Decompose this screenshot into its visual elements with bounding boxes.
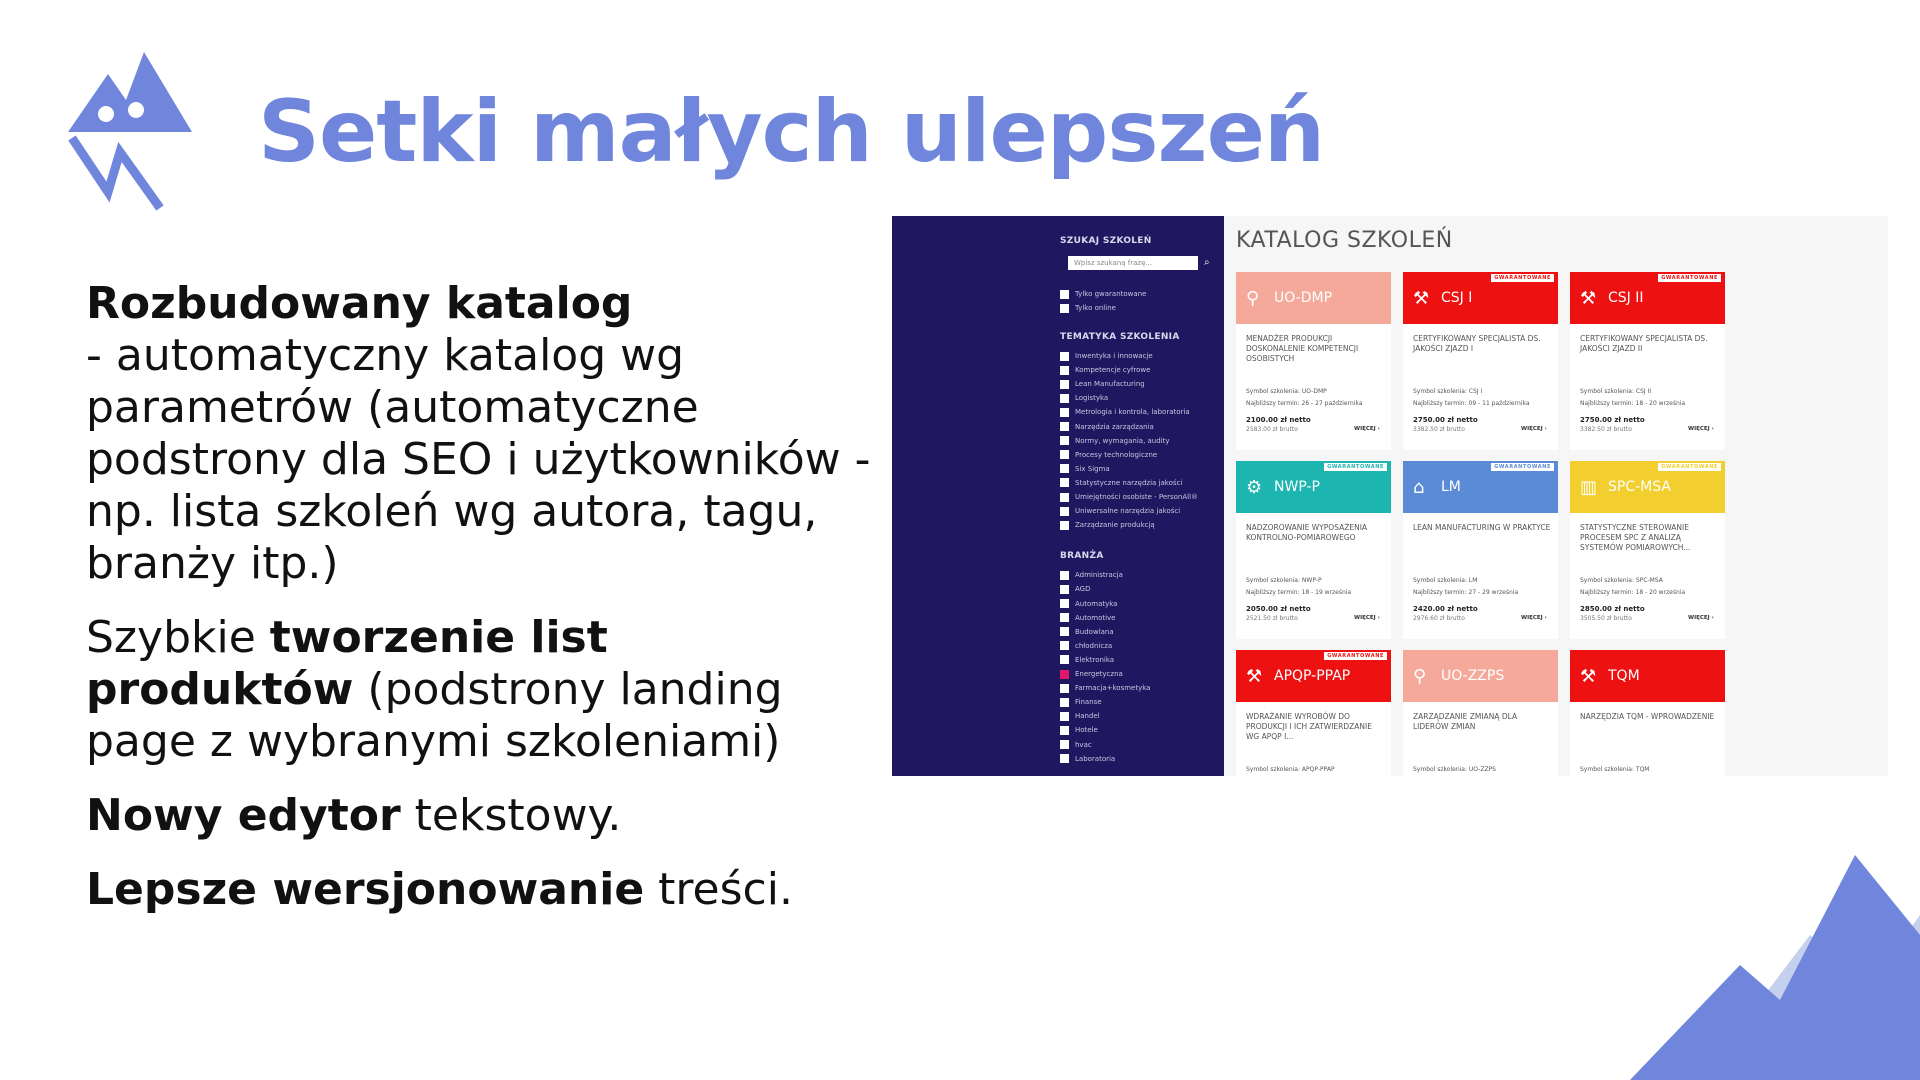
- course-symbol: Symbol szkolenia: NWP-P: [1246, 577, 1322, 584]
- bullet-paragraph: [86, 864, 876, 916]
- filter-checkbox[interactable]: [1060, 463, 1110, 475]
- checkbox-icon[interactable]: [1060, 493, 1069, 502]
- text: (podstrony landing page z wybranymi szkoleniami): [86, 664, 797, 767]
- filter-label: Statystyczne narzędzia jakości: [1075, 478, 1183, 487]
- guaranteed-badge: GWARANTOWANE: [1324, 652, 1387, 660]
- checkbox-icon[interactable]: [1060, 684, 1069, 693]
- course-symbol: Symbol szkolenia: UO-ZZPS: [1413, 766, 1496, 773]
- price-gross: 3505.50 zł brutto: [1580, 615, 1632, 622]
- filter-checkbox[interactable]: [1060, 753, 1115, 765]
- course-title[interactable]: ZARZĄDZANIE ZMIANĄ DLA LIDERÓW ZMIAN: [1413, 712, 1518, 731]
- checkbox-icon[interactable]: [1060, 712, 1069, 721]
- price-net: 2050.00 zł netto: [1246, 605, 1311, 613]
- more-link[interactable]: WIĘCEJ ›: [1354, 615, 1380, 621]
- filter-label: AGD: [1075, 585, 1091, 594]
- course-card[interactable]: [1236, 272, 1391, 450]
- price-gross: 2521.50 zł brutto: [1246, 615, 1298, 622]
- more-link[interactable]: WIĘCEJ ›: [1688, 615, 1714, 621]
- filter-label: Administracja: [1075, 571, 1123, 580]
- course-card[interactable]: [1403, 461, 1558, 639]
- checkbox-icon[interactable]: [1060, 366, 1069, 375]
- course-card[interactable]: [1570, 272, 1725, 450]
- filter-checkbox[interactable]: [1060, 477, 1182, 489]
- bar-chart-icon: ▥: [1580, 476, 1598, 498]
- filter-section-title: TEMATYKA SZKOLENIA: [1060, 332, 1180, 342]
- filter-checkbox[interactable]: [1060, 392, 1108, 404]
- catalog-sidebar: [892, 216, 1224, 776]
- checkbox-icon[interactable]: [1060, 290, 1069, 299]
- filter-checkbox[interactable]: [1060, 640, 1112, 652]
- course-date: Najbliższy termin: 27 - 29 września: [1413, 589, 1519, 596]
- search-label: SZUKAJ SZKOLEŃ: [1060, 236, 1152, 246]
- wrench-icon: ⚒: [1580, 287, 1597, 309]
- filter-checkbox[interactable]: [1060, 569, 1123, 581]
- filter-label: Finanse: [1075, 698, 1102, 707]
- filter-label: Tylko online: [1075, 304, 1116, 312]
- filter-label: Budowlana: [1075, 627, 1114, 636]
- course-symbol: Symbol szkolenia: SPC-MSA: [1580, 577, 1663, 584]
- course-date: Najbliższy termin: 26 - 27 października: [1246, 400, 1363, 407]
- filter-label: Automotive: [1075, 613, 1116, 622]
- card-header[interactable]: [1236, 272, 1391, 324]
- filter-label: Uniwersalne narzędzia jakości: [1075, 507, 1181, 516]
- filter-checkbox[interactable]: [1060, 583, 1090, 595]
- filter-label: Narzędzia zarządzania: [1075, 422, 1154, 431]
- checkbox-icon[interactable]: [1060, 304, 1069, 313]
- filter-label: Metrologia i kontrola, laboratoria: [1075, 408, 1190, 417]
- catalog-heading: KATALOG SZKOLEŃ: [1236, 228, 1453, 253]
- text: tekstowy.: [400, 790, 622, 841]
- wrench-icon: ⚒: [1580, 665, 1597, 687]
- course-title[interactable]: NADZOROWANIE WYPOSAŻENIA KONTROLNO-POMIAROWEGO: [1246, 523, 1368, 542]
- text: Szybkie: [86, 612, 270, 663]
- checkbox-icon[interactable]: [1060, 408, 1069, 417]
- filter-checkbox[interactable]: [1060, 668, 1123, 680]
- course-code: SPC-MSA: [1608, 479, 1671, 495]
- filter-label: chłodnicza: [1075, 641, 1113, 650]
- filter-checkbox[interactable]: [1060, 739, 1092, 751]
- filter-checkbox[interactable]: [1060, 612, 1116, 624]
- checkbox-icon[interactable]: [1060, 450, 1069, 459]
- course-symbol: Symbol szkolenia: CSJ I: [1413, 388, 1483, 395]
- course-date: Najbliższy termin: 18 - 20 września: [1580, 400, 1686, 407]
- course-title[interactable]: CERTYFIKOWANY SPECJALISTA DS. JAKOŚCI ZJAZD I: [1413, 334, 1541, 353]
- filter-checkbox[interactable]: [1060, 350, 1153, 362]
- filter-label: Automatyka: [1075, 599, 1118, 608]
- filter-checkbox[interactable]: [1060, 406, 1190, 418]
- guaranteed-badge: GWARANTOWANE: [1491, 463, 1554, 471]
- filter-label: Six Sigma: [1075, 464, 1110, 473]
- checkbox-icon[interactable]: [1060, 641, 1069, 650]
- filter-checkbox[interactable]: [1060, 435, 1170, 447]
- checkbox-icon[interactable]: [1060, 394, 1069, 403]
- wrench-icon: ⚒: [1246, 665, 1263, 687]
- mountain-decoration-icon: [1630, 855, 1920, 1080]
- course-symbol: Symbol szkolenia: LM: [1413, 577, 1478, 584]
- guaranteed-badge: GWARANTOWANE: [1491, 274, 1554, 282]
- checkbox-icon[interactable]: [1060, 380, 1069, 389]
- filter-label: Tylko gwarantowane: [1075, 290, 1147, 298]
- person-icon: ⚲: [1413, 665, 1427, 687]
- filter-label: Handel: [1075, 712, 1100, 721]
- course-code: LM: [1441, 479, 1461, 495]
- price-gross: 3382.50 zł brutto: [1413, 426, 1465, 433]
- filter-label: Kompetencje cyfrowe: [1075, 366, 1151, 375]
- course-title[interactable]: NARZĘDZIA TQM - WPROWADZENIE: [1580, 712, 1715, 721]
- checkbox-icon[interactable]: [1060, 478, 1069, 487]
- course-card[interactable]: [1236, 461, 1391, 639]
- course-title[interactable]: MENADŻER PRODUKCJI DOSKONALENIE KOMPETENCJI OSOBISTYCH: [1246, 334, 1359, 363]
- tools-icon: ⚙: [1246, 476, 1263, 498]
- filter-checkbox[interactable]: [1060, 491, 1198, 503]
- person-icon: ⚲: [1246, 287, 1260, 309]
- course-code: TQM: [1608, 668, 1640, 684]
- course-date: Najbliższy termin: 18 - 20 września: [1580, 589, 1686, 596]
- bold-text: tworzenie list produktów: [86, 612, 624, 715]
- search-icon[interactable]: ⌕: [1204, 257, 1210, 268]
- filter-label: Zarządzanie produkcją: [1075, 521, 1155, 530]
- price-net: 2750.00 zł netto: [1413, 416, 1478, 424]
- text: treści.: [644, 864, 793, 915]
- bullet-paragraph: [86, 612, 876, 768]
- card-header[interactable]: [1403, 650, 1558, 702]
- checkbox-icon[interactable]: [1060, 740, 1069, 749]
- course-code: CSJ II: [1608, 290, 1644, 306]
- checkbox-icon[interactable]: [1060, 507, 1069, 516]
- course-symbol: Symbol szkolenia: TQM: [1580, 766, 1650, 773]
- checkbox-icon[interactable]: [1060, 754, 1069, 763]
- filter-label: Elektronika: [1075, 655, 1115, 664]
- checkbox-icon[interactable]: [1060, 464, 1069, 473]
- filter-label: Logistyka: [1075, 394, 1109, 403]
- more-link[interactable]: WIĘCEJ ›: [1688, 426, 1714, 432]
- course-symbol: Symbol szkolenia: APQP-PPAP: [1246, 766, 1335, 773]
- filter-checkbox[interactable]: [1060, 626, 1114, 638]
- filter-label: Farmacja+kosmetyka: [1075, 684, 1151, 693]
- filter-label: Normy, wymagania, audity: [1075, 436, 1170, 445]
- checkbox-icon[interactable]: [1060, 352, 1069, 361]
- bold-text: Nowy edytor: [86, 790, 401, 841]
- course-title[interactable]: LEAN MANUFACTURING W PRAKTYCE: [1413, 523, 1551, 532]
- price-gross: 2976.60 zł brutto: [1413, 615, 1465, 622]
- bold-text: Lepsze wersjonowanie: [86, 864, 645, 915]
- price-net: 2850.00 zł netto: [1580, 605, 1645, 613]
- filter-label: Energetyczna: [1075, 670, 1123, 678]
- course-code: APQP-PPAP: [1274, 668, 1351, 684]
- course-code: UO-ZZPS: [1441, 668, 1505, 684]
- filter-checkbox[interactable]: [1060, 710, 1100, 722]
- course-card[interactable]: [1403, 650, 1558, 776]
- course-symbol: Symbol szkolenia: CSJ II: [1580, 388, 1652, 395]
- checkbox-checked-icon[interactable]: [1060, 670, 1069, 679]
- filter-label: hvac: [1075, 740, 1092, 749]
- checkbox-icon[interactable]: [1060, 726, 1069, 735]
- filter-checkbox[interactable]: [1060, 421, 1154, 433]
- filter-checkbox[interactable]: [1060, 519, 1155, 531]
- course-card[interactable]: [1403, 272, 1558, 450]
- course-code: CSJ I: [1441, 290, 1473, 306]
- filter-checkbox[interactable]: [1060, 654, 1114, 666]
- price-net: 2750.00 zł netto: [1580, 416, 1645, 424]
- filter-label: Hotele: [1075, 726, 1098, 735]
- checkbox-icon[interactable]: [1060, 613, 1069, 622]
- checkbox-icon[interactable]: [1060, 422, 1069, 431]
- filter-checkbox[interactable]: [1060, 724, 1098, 736]
- course-card[interactable]: [1236, 650, 1391, 776]
- filter-label: Laboratoria: [1075, 754, 1116, 763]
- catalog-screenshot: [892, 216, 1888, 776]
- price-gross: 2583.00 zł brutto: [1246, 426, 1298, 433]
- price-net: 2100.00 zł netto: [1246, 416, 1311, 424]
- text: - automatyczny katalog wg parametrów (automatyczne podstrony dla SEO i użytkowników - np. lista szkoleń wg autora, tagu, branży itp.): [86, 330, 871, 589]
- more-link[interactable]: WIĘCEJ ›: [1521, 426, 1547, 432]
- filter-section-title: BRANŻA: [1060, 551, 1104, 562]
- filter-checkbox[interactable]: [1060, 598, 1117, 610]
- more-link[interactable]: WIĘCEJ ›: [1521, 615, 1547, 621]
- course-code: NWP-P: [1274, 479, 1320, 495]
- filter-checkbox[interactable]: [1060, 696, 1102, 708]
- guaranteed-badge: GWARANTOWANE: [1658, 463, 1721, 471]
- course-title[interactable]: STATYSTYCZNE STEROWANIE PROCESEM SPC Z ANALIZĄ SYSTEMÓW POMIAROWYCH...: [1580, 523, 1691, 552]
- card-header[interactable]: [1570, 650, 1725, 702]
- filter-checkbox[interactable]: [1060, 378, 1145, 390]
- filter-checkbox[interactable]: [1060, 505, 1180, 517]
- mountain-logo-icon: [68, 52, 192, 212]
- checkbox-icon[interactable]: [1060, 698, 1069, 707]
- course-title[interactable]: CERTYFIKOWANY SPECJALISTA DS. JAKOŚCI ZJAZD II: [1580, 334, 1708, 353]
- filter-label: Inwentyka i innowacje: [1075, 352, 1153, 360]
- filter-label: Lean Manufacturing: [1075, 380, 1145, 389]
- price-net: 2420.00 zł netto: [1413, 605, 1478, 613]
- filter-checkbox[interactable]: [1060, 449, 1157, 461]
- checkbox-icon[interactable]: [1060, 521, 1069, 530]
- guaranteed-badge: GWARANTOWANE: [1324, 463, 1387, 471]
- wrench-icon: ⚒: [1413, 287, 1430, 309]
- filter-checkbox[interactable]: [1060, 364, 1150, 376]
- course-card[interactable]: [1570, 461, 1725, 639]
- course-code: UO-DMP: [1274, 290, 1333, 306]
- checkbox-icon[interactable]: [1060, 571, 1069, 580]
- course-title[interactable]: WDRAŻANIE WYROBÓW DO PRODUKCJI I ICH ZATWIERDZANIE WG APQP I...: [1246, 712, 1372, 741]
- more-link[interactable]: WIĘCEJ ›: [1354, 426, 1380, 432]
- course-date: Najbliższy termin: 09 - 11 października: [1413, 400, 1530, 407]
- bullet-paragraph: [86, 278, 876, 590]
- filter-label: Umiejętności osobiste - PersonAll®: [1075, 493, 1199, 501]
- checkbox-icon[interactable]: [1060, 599, 1069, 608]
- filter-checkbox[interactable]: [1060, 302, 1116, 314]
- factory-icon: ⌂: [1413, 476, 1425, 498]
- checkbox-icon[interactable]: [1060, 655, 1069, 664]
- checkbox-icon[interactable]: [1060, 627, 1069, 636]
- bullet-paragraph: [86, 790, 876, 842]
- price-gross: 3382.50 zł brutto: [1580, 426, 1632, 433]
- filter-checkbox[interactable]: [1060, 682, 1150, 694]
- guaranteed-badge: GWARANTOWANE: [1658, 274, 1721, 282]
- course-symbol: Symbol szkolenia: UO-DMP: [1246, 388, 1327, 395]
- course-card[interactable]: [1570, 650, 1725, 776]
- filter-label: Procesy technologiczne: [1075, 450, 1158, 459]
- checkbox-icon[interactable]: [1060, 585, 1069, 594]
- slide-title: Setki małych ulepszeń: [258, 82, 1325, 182]
- bullet-list: [86, 278, 876, 938]
- search-input[interactable]: Wpisz szukaną frazę...: [1068, 256, 1198, 270]
- bold-text: Rozbudowany katalog: [86, 278, 633, 329]
- course-date: Najbliższy termin: 18 - 19 września: [1246, 589, 1352, 596]
- filter-checkbox[interactable]: [1060, 288, 1146, 300]
- checkbox-icon[interactable]: [1060, 436, 1069, 445]
